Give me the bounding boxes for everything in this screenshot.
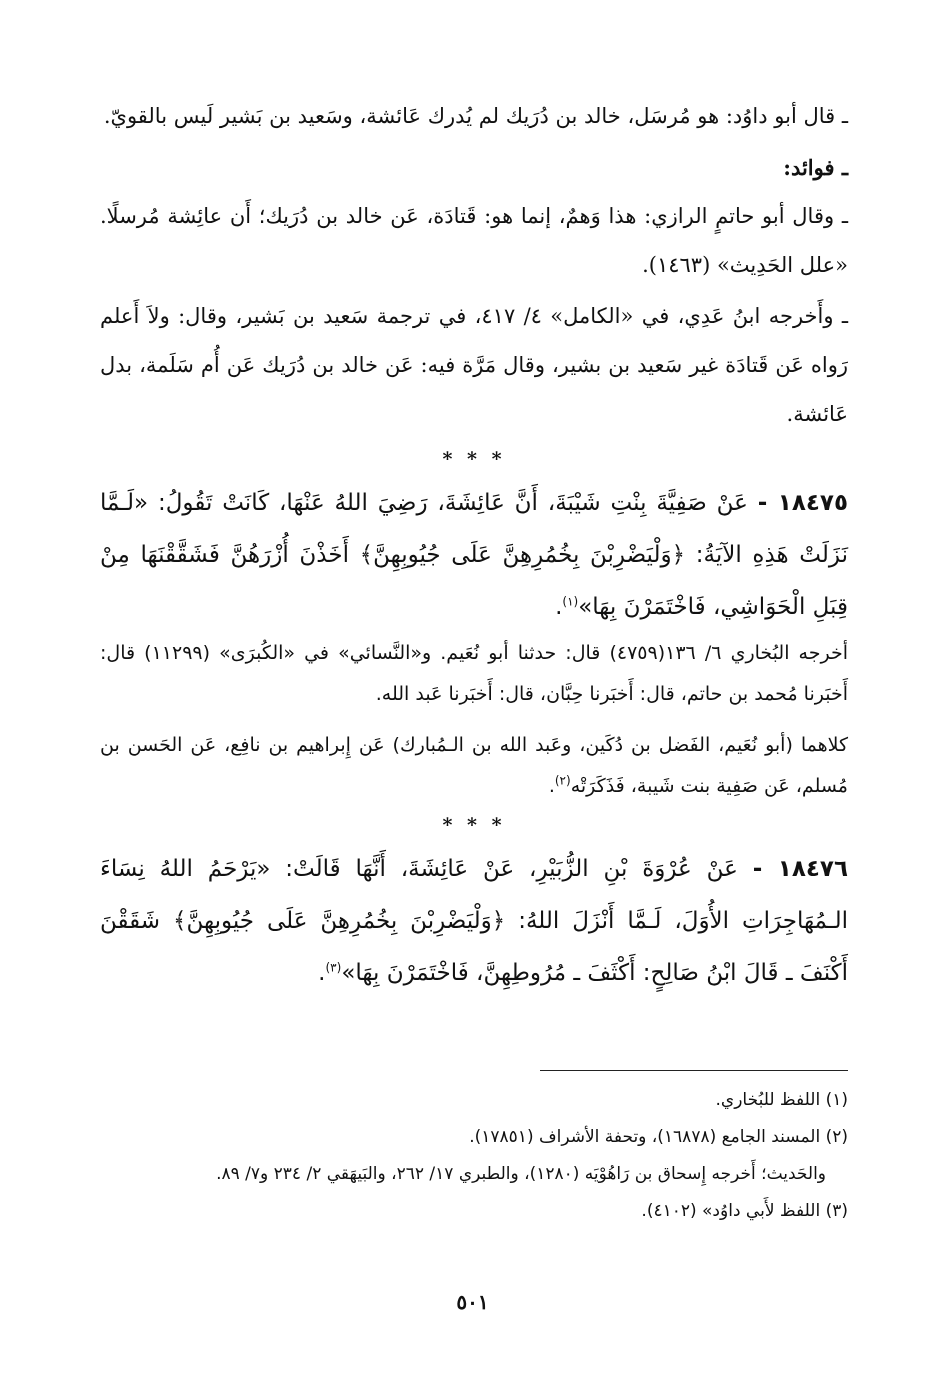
hadith-18475: ١٨٤٧٥ - عَنْ صَفِيَّةَ بِنْتِ شَيْبَةَ، أَنَّ عَائِشَةَ، رَضِيَ اللهُ عَنْهَا، كَانَتْ تَقُولُ: «لَـمَّا نَزَلَتْ هَذِهِ الآيَةُ: ﴿وَلْيَضْرِبْنَ بِخُمُرِهِنَّ عَلَى جُيُوبِهِنَّ﴾ أَخَذْنَ أُزْرَهُنَّ فَشَقَّقْنَهَا مِنْ قِبَلِ الْحَوَاشِي، فَاخْتَمَرْنَ بِهَا»$^{(١)}$. — [100, 490, 848, 620]
footnotes — [100, 1082, 848, 1230]
paragraph-ibn-adi: ـ وأَخرجه ابنُ عَدِي، في «الكامل» ٤/ ٤١٧، في ترجمة سَعيد بن بَشير، وقال: ولاَ أَعلم رَواه عَن قَتادَة غير سَعيد بن بشير، وقال مَرَّة فيه: عَن خالد بن دُرَيك عَن أُم سَلَمة، بدل عَائشة. — [100, 304, 848, 426]
hadith-number: ١٨٤٧٥ - — [757, 490, 848, 516]
hadith-text: عَنْ صَفِيَّةَ بِنْتِ شَيْبَةَ، أَنَّ عَائِشَةَ، رَضِيَ اللهُ عَنْهَا، كَانَتْ تَقُولُ: «لَـمَّا نَزَلَتْ هَذِهِ الآيَةُ: ﴿وَلْيَضْرِبْنَ بِخُمُرِهِنَّ عَلَى جُيُوبِهِنَّ﴾ أَخَذْنَ أُزْرَهُنَّ فَشَقَّقْنَهَا مِنْ قِبَلِ الْحَوَاشِي، فَاخْتَمَرْنَ بِهَا» — [100, 490, 848, 620]
section-separator: * * * — [442, 814, 506, 836]
fawaid-heading: ـ فوائد: — [783, 155, 848, 180]
section-separator: * * * — [442, 448, 506, 470]
paragraph-abu-hatim: ـ وقال أبو حاتمٍ الرازي: هذا وَهمٌ، إنما هو: قَتادَة، عَن خالد بن دُرَيك؛ أَن عائِشة مُرسلًا. «علل الحَدِيث» (١٤٦٣). — [100, 204, 848, 277]
footnote-2: (٢) المسند الجامع (١٦٨٧٨)، وتحفة الأشراف (١٧٨٥١). — [469, 1127, 848, 1147]
footnote-ref[interactable]: (١) — [562, 594, 579, 609]
hadith-18476: ١٨٤٧٦ - عَنْ عُرْوَةَ بْنِ الزُّبَيْرِ، عَنْ عَائِشَةَ، أَنَّهَا قَالَتْ: «يَرْحَمُ اللهُ نِسَاءَ الـمُهَاجِرَاتِ الأُوَلَ، لَـمَّا أَنْزَلَ اللهُ: ﴿وَلْيَضْرِبْنَ بِخُمُرِهِنَّ عَلَى جُيُوبِهِنَّ﴾ شَقَقْنَ أَكْنَفَ ـ قَالَ ابْنُ صَالِحٍ: أَكْثَفَ ـ مُرُوطِهِنَّ، فَاخْتَمَرْنَ بِهَا»$^{(٣)}$. — [100, 856, 848, 986]
paragraph-abu-dawud: ـ قال أبو داوُد: هو مُرسَل، خالد بن دُرَيك لم يُدرك عَائشة، وسَعيد بن بَشير لَيس بالقويّ. — [103, 104, 848, 128]
takhrij-text: كلاهما (أبو نُعَيم، الفَضل بن دُكَين، وعَبد الله بن الـمُبارك) عَن إِبراهيم بن نافِع، عَن الحَسن بن مُسلم، عَن صَفِية بنت شَيبة، فَذَكَرَتْه — [100, 734, 848, 797]
page-number: ٥٠١ — [456, 1290, 489, 1314]
footnote-ref[interactable]: (٢) — [554, 773, 571, 788]
hadith-number: ١٨٤٧٦ - — [752, 856, 848, 882]
takhrij-paragraph: كلاهما (أبو نُعَيم، الفَضل بن دُكَين، وعَبد الله بن الـمُبارك) عَن إِبراهيم بن نافِع، عَن الحَسن بن مُسلم، عَن صَفِية بنت شَيبة، فَذَكَرَتْه$^{(٢)}$. — [100, 734, 848, 797]
page-body — [100, 92, 848, 1362]
hadith-text: عَنْ عُرْوَةَ بْنِ الزُّبَيْرِ، عَنْ عَائِشَةَ، أَنَّهَا قَالَتْ: «يَرْحَمُ اللهُ نِسَاءَ الـمُهَاجِرَاتِ الأُوَلَ، لَـمَّا أَنْزَلَ اللهُ: ﴿وَلْيَضْرِبْنَ بِخُمُرِهِنَّ عَلَى جُيُوبِهِنَّ﴾ شَقَقْنَ أَكْنَفَ ـ قَالَ ابْنُ صَالِحٍ: أَكْثَفَ ـ مُرُوطِهِنَّ، فَاخْتَمَرْنَ بِهَا» — [100, 856, 848, 986]
footnote-1: (١) اللفظ للبُخاري. — [715, 1090, 848, 1110]
footnote-2-continuation: والحَديث؛ أَخرجه إِسحاق بن رَاهُوْيَه (١٢٨٠)، والطبري ١٧/ ٢٦٢، والبَيهَقي ٢/ ٢٣٤ و٧/ ٨٩. — [216, 1164, 826, 1184]
footnote-divider — [540, 1070, 848, 1071]
takhrij-paragraph: أخرجه البُخاري ٦/ ١٣٦(٤٧٥٩) قال: حدثنا أبو نُعَيم. و«النَّسائي» في «الكُبرَى» (١١٢٩٩) قال: أَخبَرنا مُحمد بن حاتم، قال: أَخبَرنا حِبَّان، قال: أَخبَرنا عَبد الله. — [100, 642, 848, 705]
footnote-ref[interactable]: (٣) — [325, 960, 342, 975]
footnote-3: (٣) اللفظ لأَبي داوُد» (٤١٠٢). — [641, 1201, 848, 1221]
